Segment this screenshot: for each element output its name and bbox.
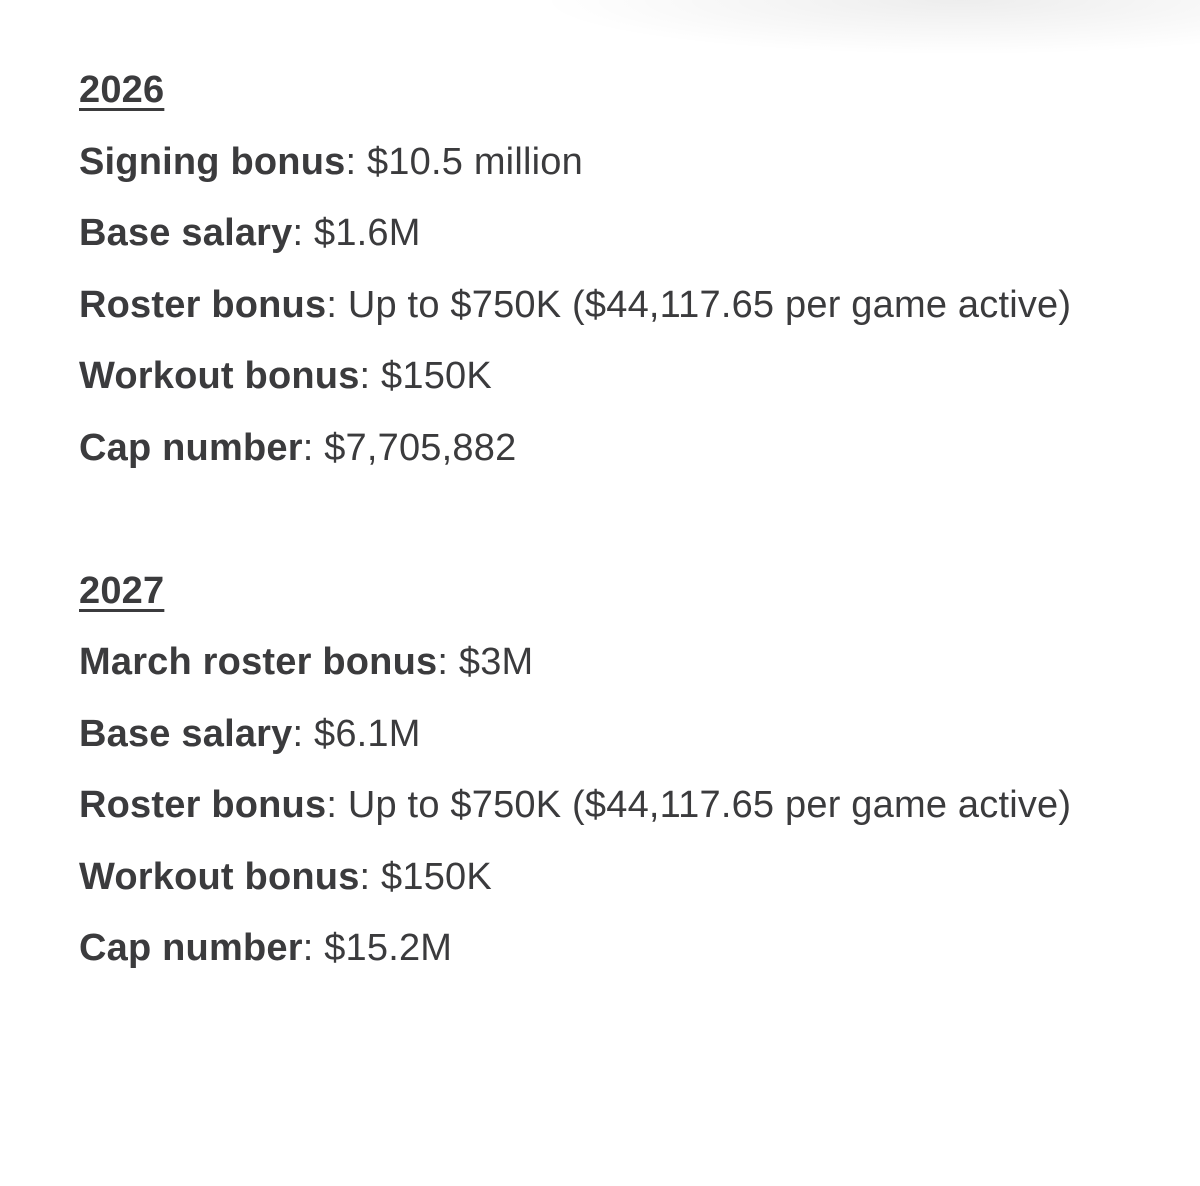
- base-salary-row: Base salary: $6.1M: [79, 712, 421, 755]
- signing-bonus-row: Signing bonus: $10.5 million: [79, 140, 583, 183]
- cap-number-row: Cap number: $7,705,882: [79, 426, 517, 469]
- march-roster-bonus-row: March roster bonus: $3M: [79, 641, 534, 683]
- row-label: Signing bonus: [79, 140, 346, 183]
- row-label: Cap number: [79, 927, 303, 969]
- row-value: $150K: [381, 355, 492, 397]
- year-section-2027: [79, 556, 1159, 985]
- base-salary-row: Base salary: $1.6M: [79, 212, 421, 254]
- row-label: Roster bonus: [79, 784, 327, 826]
- roster-bonus-row: Roster bonus: Up to $750K ($44,117.65 per game active): [79, 784, 1072, 826]
- row-label: Base salary: [79, 712, 293, 755]
- row-label: Workout bonus: [79, 355, 360, 397]
- row-label: Base salary: [79, 212, 293, 254]
- contract-breakdown-note: [79, 55, 1159, 985]
- row-value: $150K: [381, 855, 492, 898]
- year-heading: 2027: [79, 569, 165, 612]
- row-label: Workout bonus: [79, 855, 360, 898]
- row-value: $7,705,882: [324, 426, 517, 469]
- workout-bonus-row: Workout bonus: $150K: [79, 855, 492, 898]
- row-value: $1.6M: [314, 212, 421, 254]
- row-value: $6.1M: [314, 712, 421, 755]
- row-label: Cap number: [79, 426, 303, 469]
- row-label: March roster bonus: [79, 641, 438, 683]
- row-value: $15.2M: [324, 927, 453, 969]
- workout-bonus-row: Workout bonus: $150K: [79, 355, 492, 397]
- year-section-2026: [79, 55, 1159, 484]
- roster-bonus-row: Roster bonus: Up to $750K ($44,117.65 per game active): [79, 283, 1072, 326]
- row-label: Roster bonus: [79, 283, 327, 326]
- year-heading: 2026: [79, 69, 165, 111]
- cap-number-row: Cap number: $15.2M: [79, 927, 453, 969]
- row-value: Up to $750K ($44,117.65 per game active): [347, 283, 1072, 326]
- row-value: $3M: [458, 641, 534, 683]
- top-shadow: [0, 0, 1200, 60]
- row-value: Up to $750K ($44,117.65 per game active): [347, 784, 1072, 826]
- row-value: $10.5 million: [366, 140, 583, 183]
